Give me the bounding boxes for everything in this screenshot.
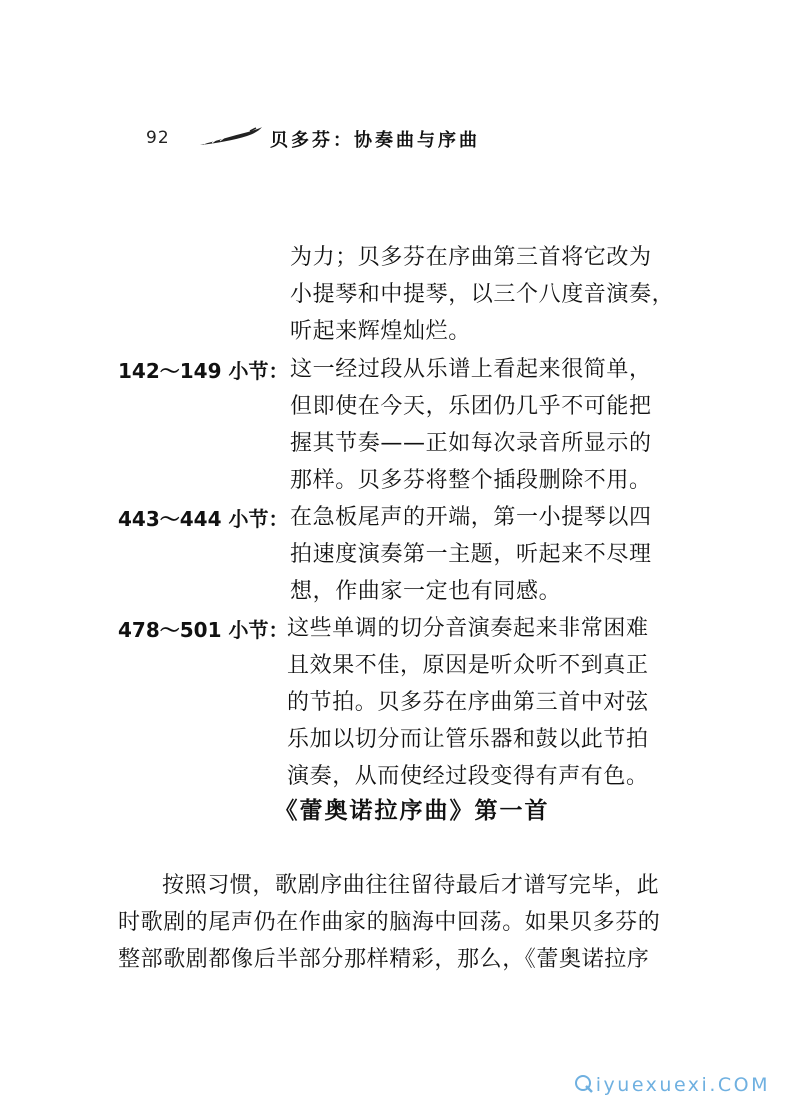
section-heading: 《蕾奥诺拉序曲》第一首	[274, 797, 550, 824]
watermark-text: iyuexuexi.COM	[595, 1074, 770, 1096]
paragraph-line: 按照习惯，歌剧序曲往往留待最后才谱写完毕，此	[162, 873, 660, 898]
note-line: 听起来辉煌灿烂。	[290, 319, 471, 344]
note-line: 且效果不佳，原因是听众听不到真正	[287, 653, 649, 678]
note-line: 想，作曲家一定也有同感。	[290, 579, 562, 604]
note-line: 这一经过段从乐谱上看起来很简单，	[290, 357, 652, 382]
paragraph-line: 时歌剧的尾声仍在作曲家的脑海中回荡。如果贝多芬的	[118, 910, 661, 935]
note-line: 为力；贝多芬在序曲第三首将它改为	[290, 245, 652, 270]
paragraph-line: 整部歌剧都像后半部分那样精彩，那么，《蕾奥诺拉序	[118, 947, 650, 972]
note-line: 的节拍。贝多芬在序曲第三首中对弦	[287, 690, 649, 715]
watermark-logo-icon	[574, 1074, 594, 1094]
note-line: 这些单调的切分音演奏起来非常困难	[287, 616, 649, 641]
page-number: 92	[146, 128, 170, 148]
running-header	[146, 126, 546, 156]
bar-range-label: 142～149 小节：	[118, 359, 289, 383]
note-line: 握其节奏——正如每次录音所显示的	[290, 431, 652, 456]
note-line: 但即使在今天，乐团仍几乎不可能把	[290, 394, 652, 419]
note-line: 拍速度演奏第一主题，听起来不尽理	[290, 542, 652, 567]
bar-range-label: 443～444 小节：	[118, 507, 289, 531]
note-line: 乐加以切分而让管乐器和鼓以此节拍	[287, 727, 649, 752]
note-line: 在急板尾声的开端，第一小提琴以四	[290, 505, 652, 530]
note-line: 演奏，从而使经过段变得有声有色。	[287, 764, 649, 789]
note-line: 那样。贝多芬将整个插段删除不用。	[290, 468, 652, 493]
note-line: 小提琴和中提琴，以三个八度音演奏，	[290, 282, 675, 307]
bar-range-label: 478～501 小节：	[118, 618, 289, 642]
site-watermark	[574, 1074, 770, 1096]
quill-pen-icon	[198, 126, 264, 148]
running-title: 贝多芬：协奏曲与序曲	[270, 130, 480, 151]
